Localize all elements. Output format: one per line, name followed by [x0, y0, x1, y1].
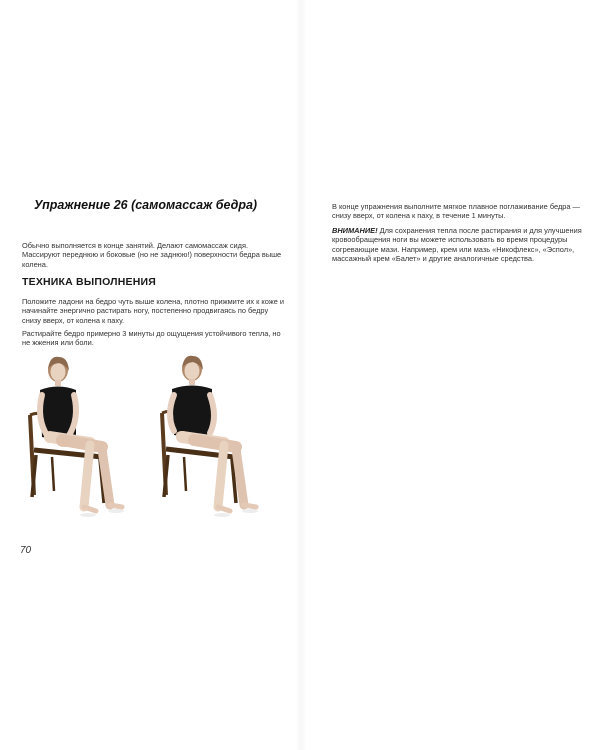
technique-heading: ТЕХНИКА ВЫПОЛНЕНИЯ: [22, 276, 157, 288]
warning-text: Для сохранения тепла после растирания и для улучшения кровообращения ноги вы можете использовать во время процедуры согревающие мази. Например, крем или мазь «Никофлекс», «Эспол», массажный крем «Балет» и другие аналогичные средства.: [332, 226, 582, 264]
illustration-seated-massage-end: [152, 345, 302, 530]
right-paragraph-1: В конце упражнения выполните мягкое плавное поглаживание бедра — снизу вверх, от колена к паху, в течение 1 минуты.: [332, 202, 580, 221]
woman-on-chair-figure-1: [18, 345, 168, 530]
technique-paragraph-1: Положите ладони на бедро чуть выше колена, плотно прижмите их к коже и начинайте энергично растирать ногу, постепенно продвигаясь по бедру снизу вверх, от колена к паху.: [22, 297, 284, 325]
page-number: 70: [20, 545, 32, 556]
woman-on-chair-figure-2: [152, 345, 302, 530]
warning-label: ВНИМАНИЕ!: [332, 226, 378, 235]
illustration-seated-massage-start: [18, 345, 168, 530]
exercise-title: Упражнение 26 (самомассаж бедра): [34, 198, 258, 212]
technique-paragraph-2: Растирайте бедро примерно 3 минуты до ощущения устойчивого тепла, но не жжения или боли.: [22, 329, 281, 348]
warning-paragraph: [332, 226, 584, 264]
intro-paragraph: Обычно выполняется в конце занятий. Делают самомассаж сидя. Массируют переднюю и боковые (но не заднюю!) поверхности бедра выше колена.: [22, 241, 282, 269]
